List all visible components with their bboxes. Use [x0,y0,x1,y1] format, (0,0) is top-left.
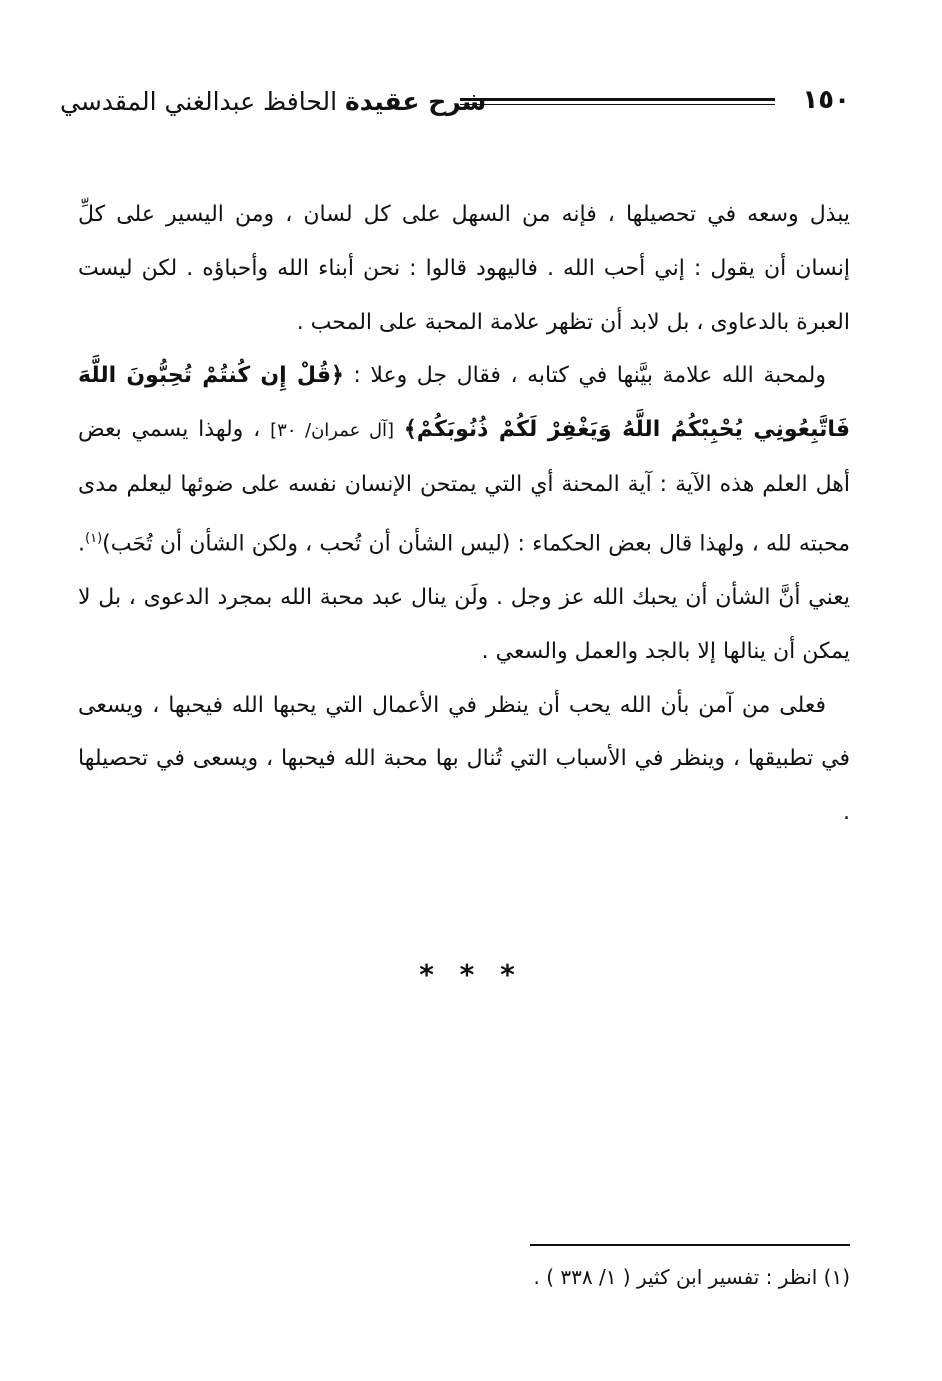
book-title [60,86,486,118]
verse-reference: [آل عمران/ ٣٠] [270,420,395,442]
page-number: ١٥٠ [802,85,850,115]
paragraph-3: فعلى من آمن بأن الله يحب أن ينظر في الأعمال التي يحبها الله فيحبها ، ويسعى في تطبيقها ، وينظر في الأسباب التي تُنال بها محبة الله فيحبها ، ويسعى في تحصيلها . [78,692,850,826]
section-separator: * * * [419,958,523,991]
paragraph-2-end: . يعني أنَّ الشأن أن يحبك الله عز وجل . ولَن ينال عبد محبة الله بمجرد الدعوى ، بل لا يمكن أن ينالها إلا بالجد والعمل والسعي . [78,531,850,664]
footnote-rule [530,1244,850,1246]
header-rule [460,98,775,104]
quran-verse: ﴿قُلْ إِن كُنتُمْ تُحِبُّونَ اللَّهَ فَاتَّبِعُونِي يُحْبِبْكُمُ اللَّهُ وَيَغْفِرْ لَكُمْ ذُنُوبَكُمْ﴾ [78,363,850,443]
paragraph-2-middle: ، ولهذا يسمي بعض أهل العلم هذه الآية : آية المحنة أي التي يمتحن الإنسان نفسه على ضوئها ليعلم مدى محبته لله ، ولهذا قال بعض الحكماء : (ليس الشأن أن تُحب ، ولكن الشأن أن تُحَب) [78,417,850,557]
footnote: (١) انظر : تفسير ابن كثير ( ١/ ٣٣٨ ) . [533,1265,850,1289]
paragraph-2-intro: ولمحبة الله علامة بيَّنها في كتابه ، فقال جل وعلا : [353,363,827,389]
book-title-rest: الحافظ عبدالغني المقدسي [60,87,338,116]
footnote-marker: (١) [85,530,103,546]
main-text [78,188,850,840]
paragraph-2 [78,349,850,678]
paragraph-1: يبذل وسعه في تحصيلها ، فإنه من السهل على كل لسان ، ومن اليسير على كلِّ إنسان أن يقول : إني أحب الله . فاليهود قالوا : نحن أبناء الله وأحباؤه . لكن ليست العبرة بالدعاوى ، بل لابد أن تظهر علامة المحبة على المحب . [78,202,850,335]
book-title-bold: شرح عقيدة [345,87,487,116]
running-header [60,82,850,122]
